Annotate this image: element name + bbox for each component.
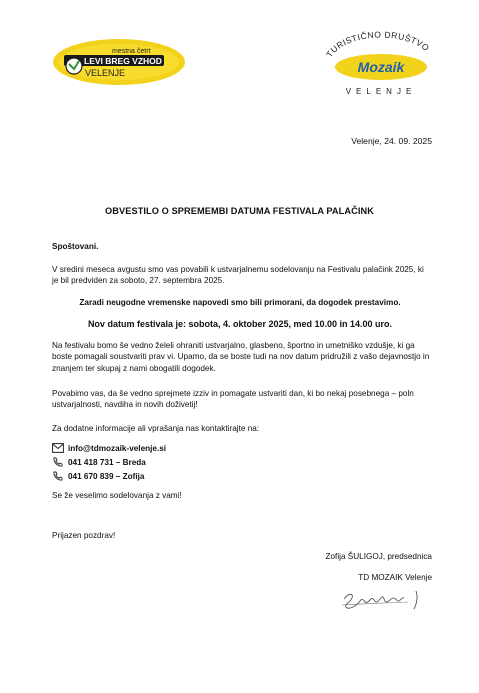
handwritten-signature [338,585,428,613]
svg-text:Mozaik: Mozaik [357,59,405,75]
svg-text:TURISTIČNO DRUŠTVO: TURISTIČNO DRUŠTVO [324,30,432,60]
letter-title: OBVESTILO O SPREMEMBI DATUMA FESTIVALA PALAČINK [105,206,374,216]
svg-text:LEVI BREG VZHOD: LEVI BREG VZHOD [84,56,162,66]
td-mozaik-logo [322,30,440,100]
salutation: Spoštovani. [52,242,99,251]
paragraph-invitation: V sredini meseca avgustu smo vas povabili k ustvarjalnemu sodelovanju na Festivalu palačink 2025, ki je bil predviden za soboto, 27. septembra 2025. [52,265,424,286]
phone-icon [52,457,64,467]
paragraph-festival: Na festivalu bomo še vedno želeli ohraniti ustvarjalno, glasbeno, športno in umetniško vzdušje, ki ga boste pomagali soustvariti prav vi. Upamo, da se boste tudi na nov datum pridružili z vašo dejavnostjo in znanjem ter skupaj z nami obogatili dogodek. [52,341,430,373]
levi-breg-vzhod-logo [52,38,187,86]
signatory-name: Zofija ŠULIGOJ, predsednica [325,552,432,561]
svg-text:VELENJE: VELENJE [345,87,417,96]
contact-phone-breda-text: 041 418 731 – Breda [68,457,146,467]
phone-icon [52,471,64,481]
paragraph-challenge: Povabimo vas, da še vedno sprejmete izziv in pomagate ustvariti dan, ki bo nekaj posebnega – poln ustvarjalnosti, navdiha in novih doživetij! [52,389,414,410]
letter-date: Velenje, 24. 09. 2025 [351,136,432,146]
paragraph-closing: Se že veselimo sodelovanja z vami! [52,491,182,500]
signatory-organization: TD MOZAIK Velenje [358,573,432,582]
contact-phone-breda [52,457,146,467]
new-date-notice: Nov datum festivala je: sobota, 4. oktober 2025, med 10.00 in 14.00 uro. [87,319,393,329]
contact-email-text[interactable]: info@tdmozaik-velenje.si [68,443,167,453]
postponement-notice: Zaradi neugodne vremenske napovedi smo bili primorani, da dogodek prestavimo. [79,298,401,307]
contact-phone-zofija [52,471,144,481]
contact-email [52,443,166,453]
email-icon [52,443,64,453]
paragraph-contact-intro: Za dodatne informacije ali vprašanja nas kontaktirajte na: [52,424,260,433]
greeting: Prijazen pozdrav! [52,531,116,540]
svg-text:mestna četrt: mestna četrt [112,48,151,55]
contact-phone-zofija-text: 041 670 839 – Zofija [68,471,145,481]
svg-text:VELENJE: VELENJE [85,68,126,78]
